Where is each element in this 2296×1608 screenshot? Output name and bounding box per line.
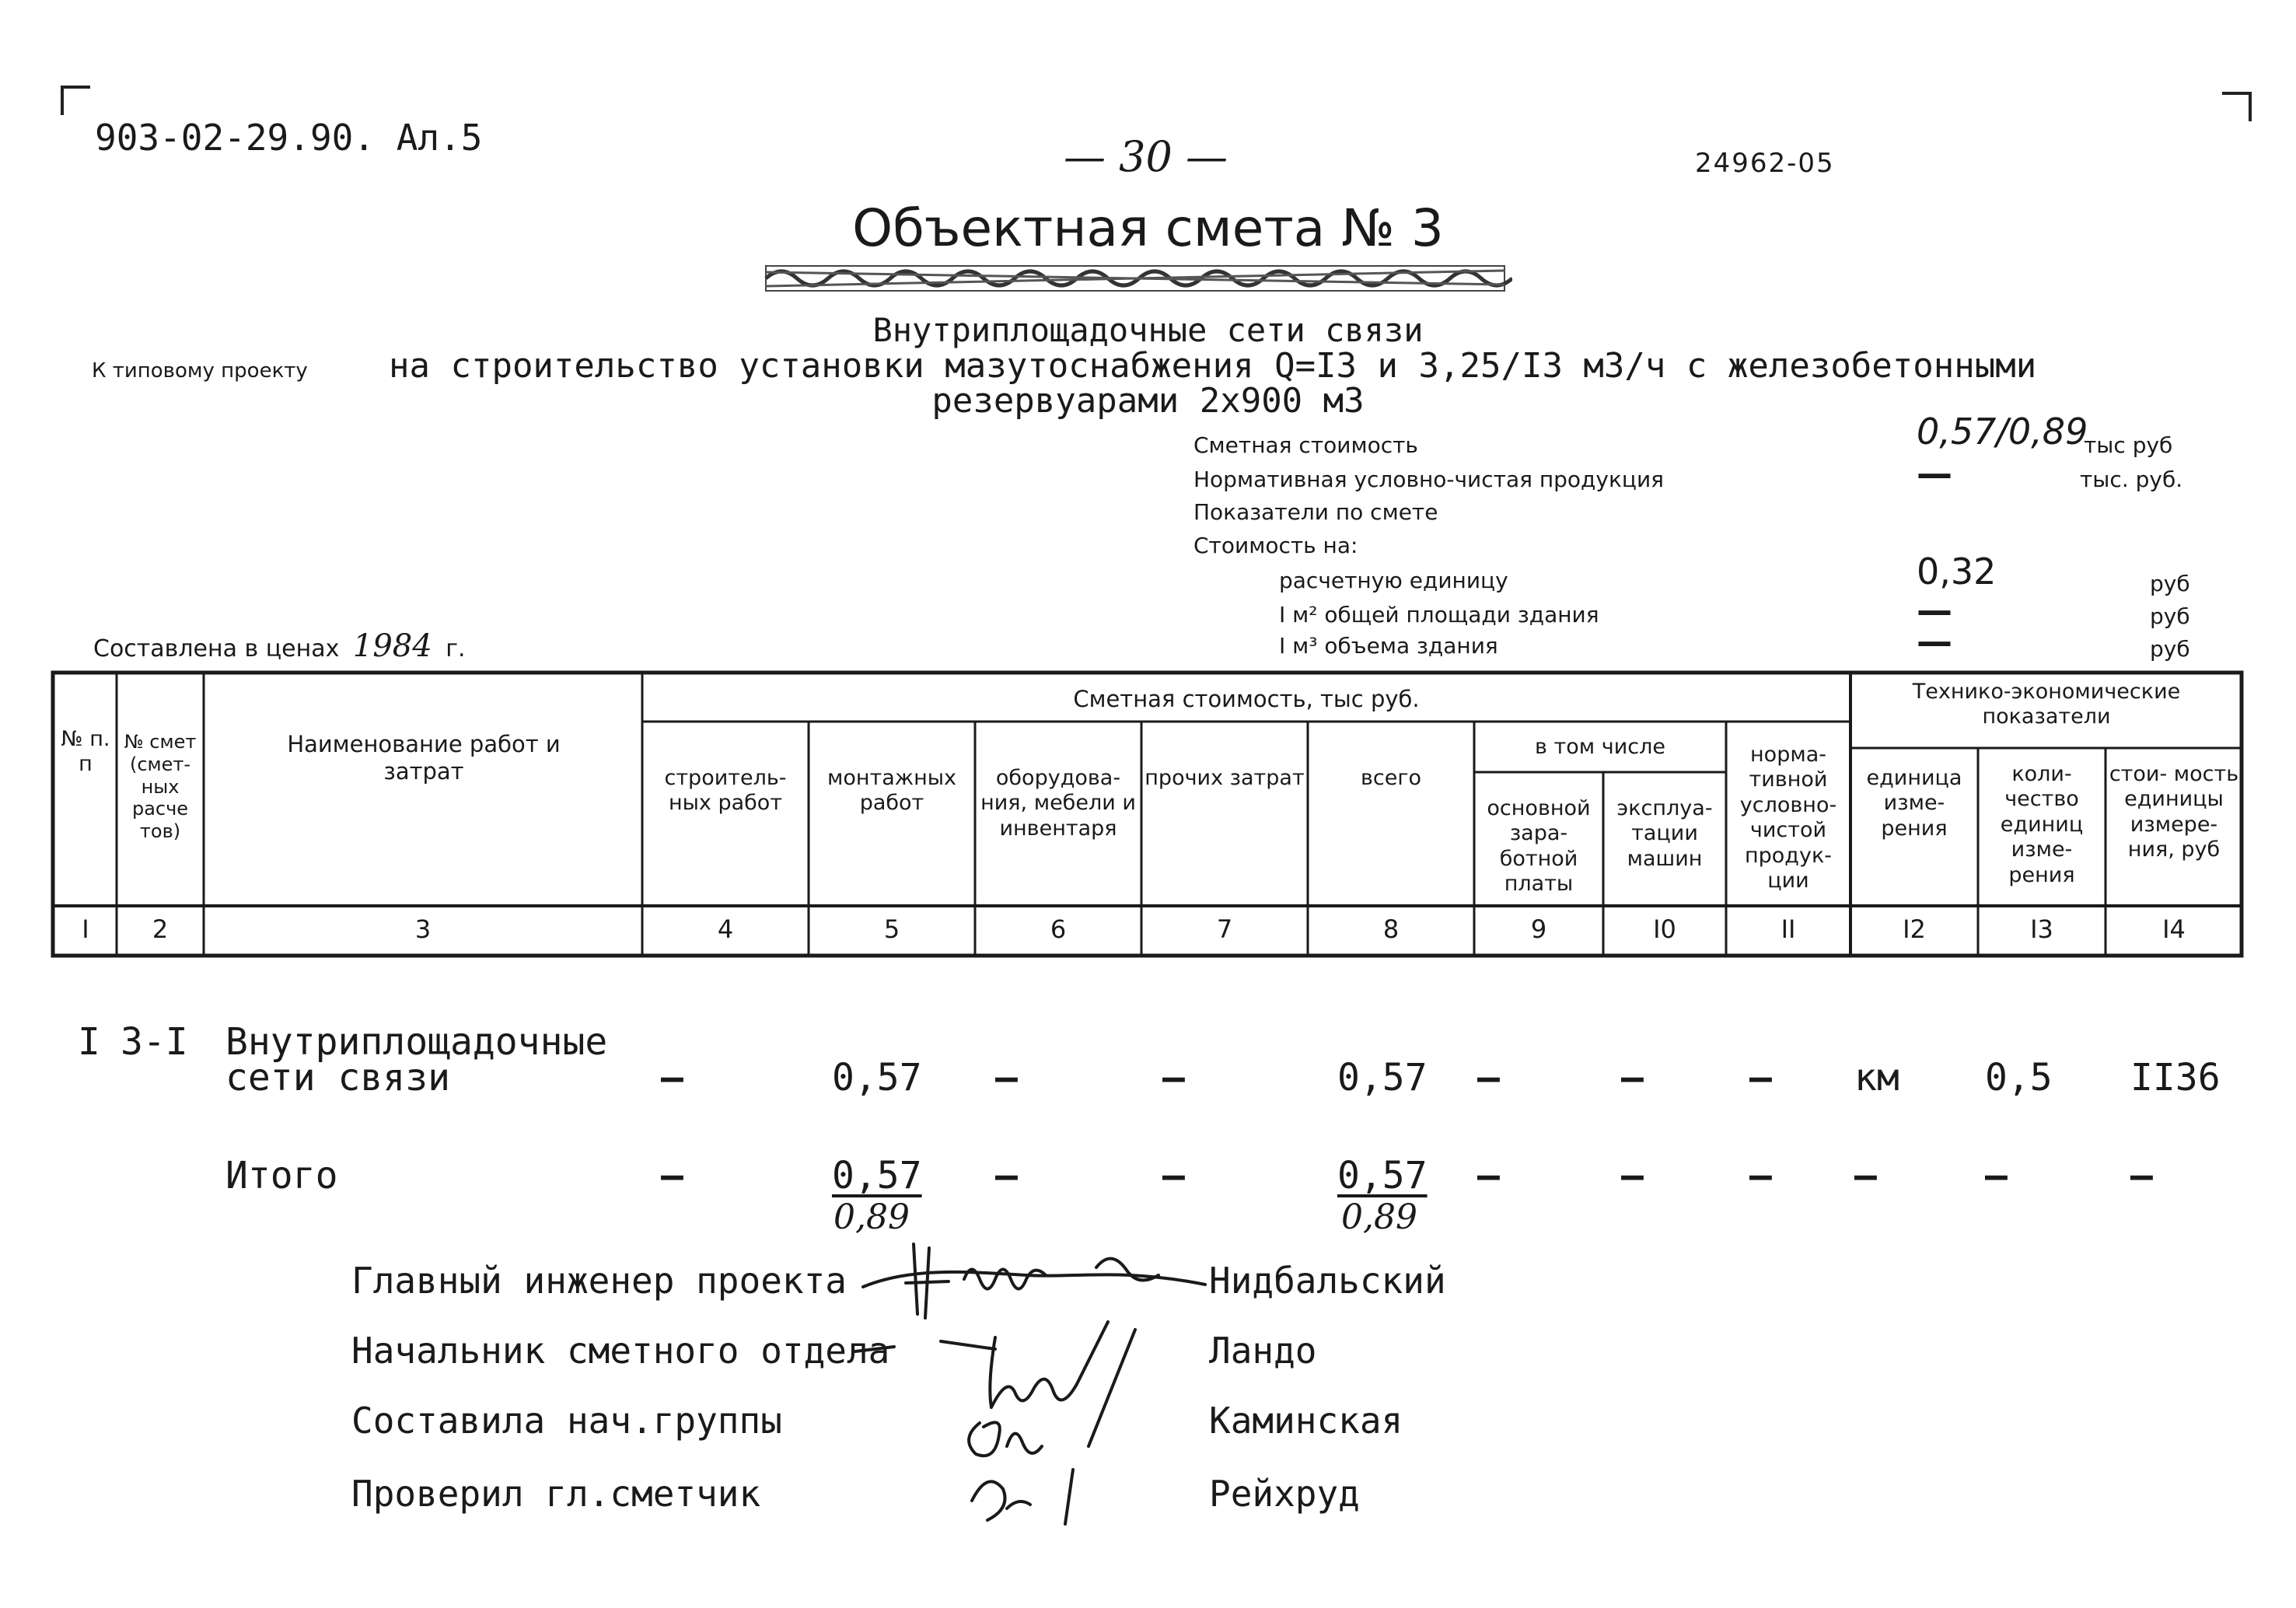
- column-number: I: [82, 914, 89, 944]
- column-number: 4: [717, 914, 734, 944]
- header-total: всего: [1360, 766, 1422, 790]
- signature-name: Нидбальский: [1209, 1260, 1446, 1302]
- total-unit-cost: —: [2130, 1154, 2153, 1197]
- row-unit-quantity: 0,5: [1985, 1056, 2053, 1099]
- prices-prefix: Составлена в ценах: [93, 635, 340, 662]
- inventory-number: 24962-05: [1695, 148, 1835, 179]
- estimated-cost-value: 0,57/0,89: [1917, 411, 2088, 453]
- page-number: — 30 —: [1064, 132, 1228, 181]
- normative-product-value: —: [1917, 453, 1952, 495]
- row-work-name: Внутриплощадочные: [225, 1020, 608, 1064]
- estimated-cost-label: Сметная стоимость: [1193, 432, 1418, 458]
- column-number: I3: [2030, 914, 2053, 944]
- cost-per-label: Стоимость на:: [1193, 533, 1358, 558]
- estimated-cost-unit: тыс руб: [2084, 432, 2173, 458]
- per-unit-label: расчетную единицу: [1279, 568, 1508, 593]
- per-area-label: I м² общей площади здания: [1279, 602, 1599, 627]
- row-measurement-unit: км: [1854, 1056, 1899, 1099]
- project-description-continued: резервуарами 2x900 м3: [931, 381, 1365, 421]
- total-base-wages: —: [1477, 1154, 1500, 1197]
- column-number: 7: [1216, 914, 1233, 944]
- signature-role: Главный инженер проекта: [351, 1260, 847, 1302]
- header-other: прочих затрат: [1145, 766, 1305, 790]
- header-base-wages: основной зара- ботной платы: [1487, 796, 1591, 897]
- total-unit-quantity: —: [1985, 1154, 2008, 1197]
- total-construction-cost: —: [661, 1154, 683, 1197]
- signature-name: Рейхруд: [1209, 1473, 1360, 1515]
- per-volume-unit: руб: [2150, 636, 2190, 662]
- column-number: II: [1781, 914, 1796, 944]
- prices-suffix: г.: [446, 635, 466, 662]
- header-installation: монтажных работ: [826, 766, 957, 816]
- header-estimate-number: № смет (смет- ных расче тов): [124, 731, 197, 843]
- page-subtitle: Внутриплощадочные сети связи: [872, 311, 1424, 349]
- header-including: в том числе: [1535, 735, 1665, 759]
- column-number: 6: [1050, 914, 1067, 944]
- column-number: 8: [1382, 914, 1400, 944]
- total-installation-cost: 0,57: [832, 1154, 922, 1197]
- row-normative-product: —: [1749, 1056, 1772, 1099]
- total-installation-cost-alt: 0,89: [833, 1197, 910, 1237]
- indicators-label: Показатели по смете: [1193, 499, 1438, 525]
- header-machine-operation: эксплуа- тации машин: [1616, 796, 1713, 871]
- header-equipment: оборудова- ния, мебели и инвентаря: [980, 766, 1136, 841]
- column-number: 5: [883, 914, 900, 944]
- row-machine-operation: —: [1621, 1056, 1644, 1099]
- page-title: Объектная смета № 3: [852, 198, 1444, 258]
- header-construction: строитель- ных работ: [664, 766, 787, 816]
- column-number: 2: [152, 914, 169, 944]
- header-work-name: Наименование работ и затрат: [287, 731, 561, 785]
- column-number: 9: [1530, 914, 1547, 944]
- total-equipment-cost: —: [995, 1154, 1018, 1197]
- normative-product-label: Нормативная условно-чистая продукция: [1193, 467, 1664, 492]
- per-area-unit: руб: [2150, 603, 2190, 629]
- column-number: I4: [2162, 914, 2186, 944]
- document-code: 903-02-29.90. Ал.5: [95, 117, 483, 159]
- row-estimate-number: 3-I: [121, 1020, 188, 1064]
- project-label: К типовому проекту: [92, 359, 308, 383]
- header-normative-product: норма- тивной условно- чистой продук- ции: [1739, 743, 1837, 893]
- header-row-number: № п. п: [61, 727, 110, 777]
- column-number: 3: [414, 914, 432, 944]
- per-volume-label: I м³ объема здания: [1279, 633, 1498, 659]
- handwritten-signatures: [840, 1213, 1228, 1540]
- row-installation-cost: 0,57: [832, 1056, 922, 1099]
- signature-name: Каминская: [1209, 1400, 1403, 1442]
- normative-product-unit: тыс. руб.: [2080, 467, 2183, 492]
- per-area-value: —: [1917, 589, 1952, 631]
- per-unit-value: 0,32: [1917, 551, 1997, 593]
- project-description: на строительство установки мазутоснабжения Q=I3 и 3,25/I3 м3/ч с железобетонными: [389, 346, 2037, 386]
- row-construction-cost: —: [661, 1056, 683, 1099]
- row-equipment-cost: —: [995, 1056, 1018, 1099]
- row-total-cost: 0,57: [1337, 1056, 1428, 1099]
- header-measurement-unit: единица изме- рения: [1866, 766, 1962, 841]
- total-total-cost-alt: 0,89: [1341, 1197, 1417, 1237]
- header-cost-group: Сметная стоимость, тыс руб.: [1073, 686, 1420, 712]
- signature-role: Составила нач.группы: [351, 1400, 782, 1442]
- total-other-cost: —: [1162, 1154, 1185, 1197]
- header-unit-cost: стои- мость единицы измере- ния, руб: [2109, 762, 2239, 862]
- signature-role: Начальник сметного отдела: [351, 1330, 890, 1372]
- total-normative-product: —: [1749, 1154, 1772, 1197]
- row-base-wages: —: [1477, 1056, 1500, 1099]
- row-other-cost: —: [1162, 1056, 1185, 1099]
- row-unit-cost: II36: [2130, 1056, 2221, 1099]
- row-number: I: [78, 1020, 100, 1064]
- total-label: Итого: [225, 1154, 338, 1197]
- total-machine-operation: —: [1621, 1154, 1644, 1197]
- signature-name: Ландо: [1209, 1330, 1317, 1372]
- per-volume-value: —: [1917, 620, 1952, 662]
- column-number: I2: [1903, 914, 1926, 944]
- header-technical-group: Технико-экономические показатели: [1912, 680, 2181, 729]
- prices-year: 1984: [352, 628, 432, 664]
- total-total-cost: 0,57: [1337, 1154, 1428, 1197]
- per-unit-unit: руб: [2150, 571, 2190, 596]
- column-number: I0: [1653, 914, 1676, 944]
- total-measurement-unit: —: [1854, 1154, 1877, 1197]
- signature-role: Проверил гл.сметчик: [351, 1473, 761, 1515]
- row-work-name-continued: сети связи: [225, 1056, 450, 1099]
- header-unit-quantity: коли- чество единиц изме- рения: [2000, 762, 2084, 887]
